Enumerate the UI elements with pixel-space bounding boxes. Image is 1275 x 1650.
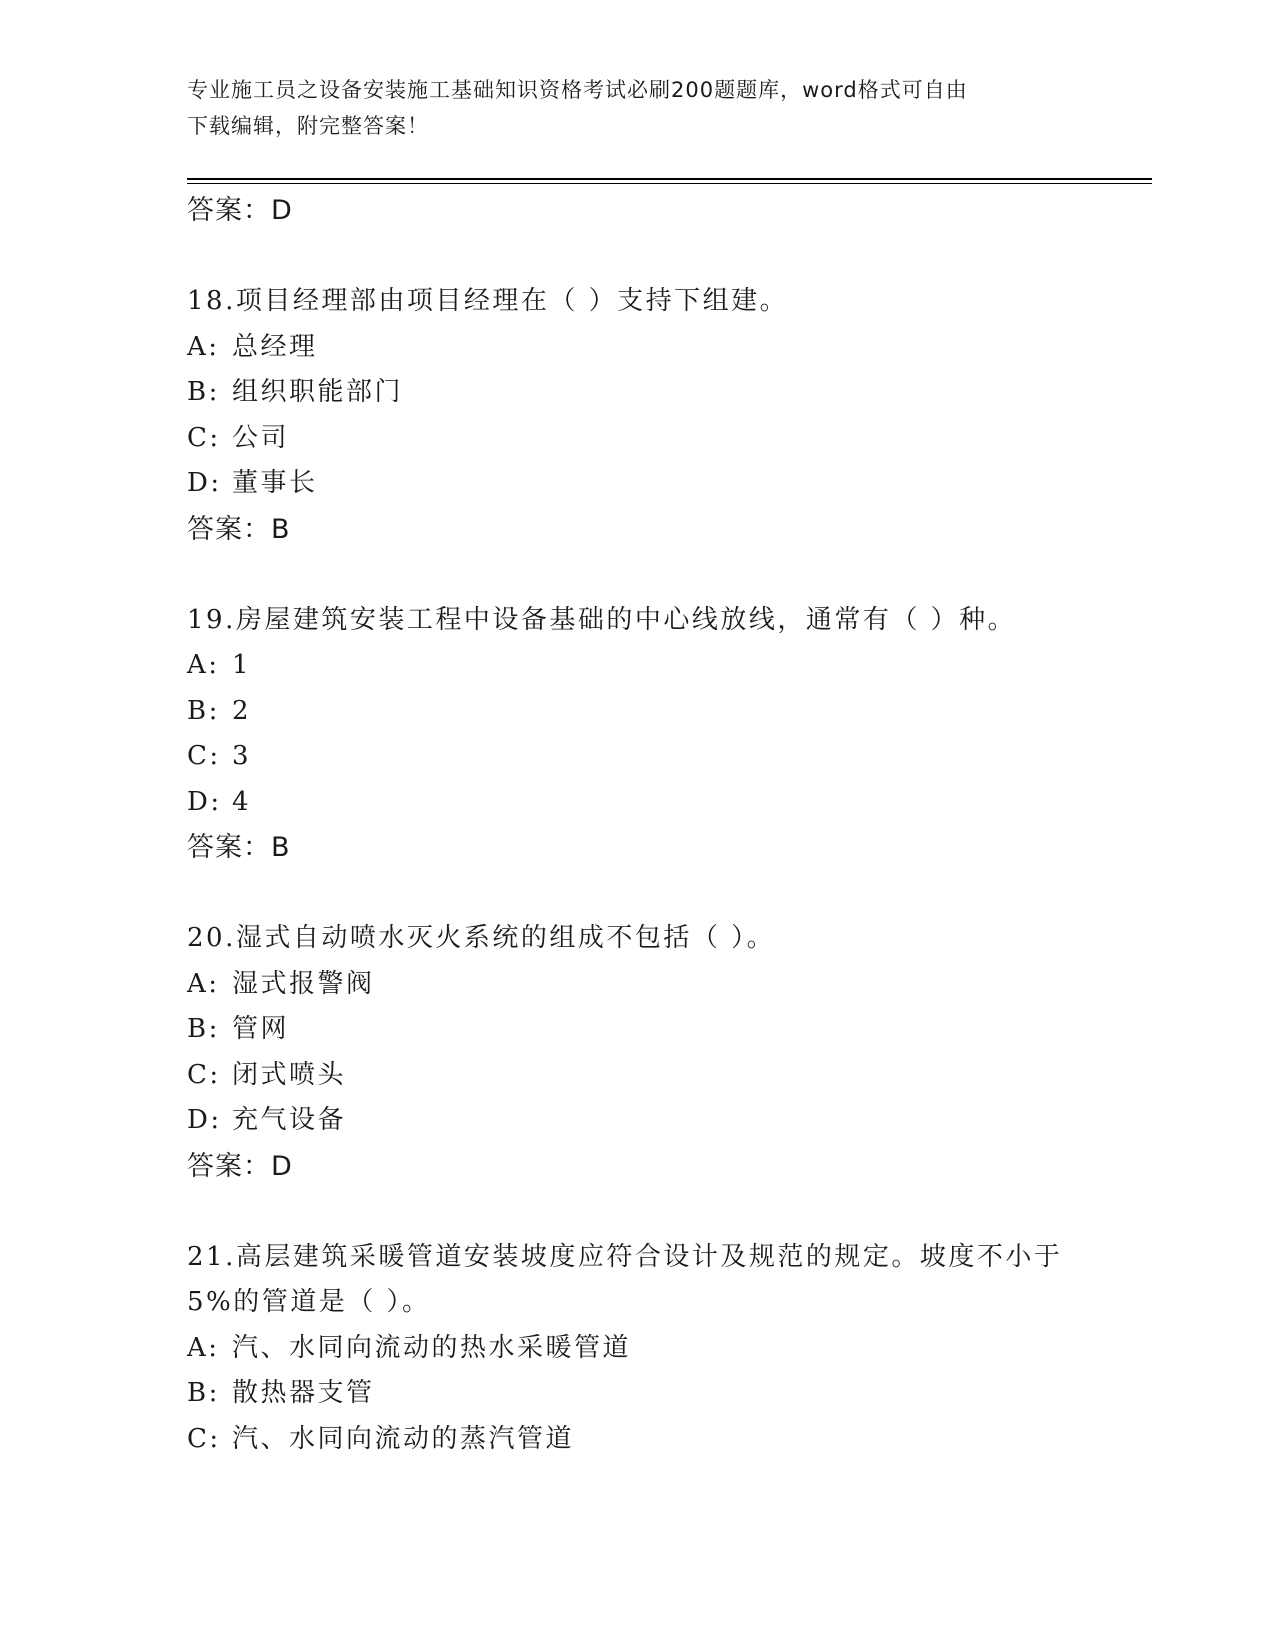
question-item [187, 1235, 1087, 1463]
option-text: 管网 [232, 1014, 290, 1044]
option-label: C: [187, 1059, 221, 1090]
question-item [187, 598, 1087, 871]
option-a [187, 643, 1087, 689]
option-label: A: [187, 1332, 220, 1363]
option-text: 汽、水同向流动的热水采暖管道 [232, 1332, 632, 1363]
option-text: 董事长 [232, 468, 318, 498]
option-text: 4 [232, 786, 252, 817]
option-text: 公司 [232, 422, 290, 453]
option-c [187, 1053, 1087, 1099]
question-text: 18.项目经理部由项目经理在（ ）支持下组建。 [187, 286, 789, 316]
option-label: D: [187, 468, 222, 498]
option-label: C: [187, 1423, 221, 1454]
option-text: 总经理 [232, 331, 318, 362]
question-text: 19.房屋建筑安装工程中设备基础的中心线放线，通常有（ ）种。 [187, 604, 1017, 635]
question-text-line-2: 5%的管道是（ ）。 [187, 1287, 431, 1317]
option-label: A: [187, 331, 220, 362]
option-text: 湿式报警阀 [232, 968, 375, 999]
option-a [187, 325, 1087, 371]
option-text: 组织职能部门 [232, 377, 404, 407]
option-text: 散热器支管 [232, 1378, 375, 1408]
question-item [187, 279, 1087, 552]
header-line-2: 下载编辑，附完整答案！ [187, 114, 429, 138]
option-label: C: [187, 422, 221, 453]
option-text: 汽、水同向流动的蒸汽管道 [232, 1423, 575, 1454]
option-label: D: [187, 786, 222, 817]
option-b [187, 689, 1087, 735]
answer-text: 答案：D [187, 1150, 293, 1182]
header-rule-thick [187, 178, 1152, 180]
option-b [187, 1371, 1087, 1417]
header-line-1: 专业施工员之设备安装施工基础知识资格考试必刷200题题库，word格式可自由 [187, 78, 968, 102]
option-label: D: [187, 1105, 222, 1135]
answer-text: 答案：B [187, 832, 291, 863]
option-text: 充气设备 [232, 1105, 347, 1135]
option-d [187, 780, 1087, 826]
option-a [187, 1326, 1087, 1372]
option-label: B: [187, 1378, 220, 1408]
option-label: B: [187, 1014, 220, 1044]
question-list [187, 188, 1087, 1462]
option-b [187, 370, 1087, 416]
document-header [187, 72, 1087, 144]
option-c [187, 734, 1087, 780]
option-label: B: [187, 695, 220, 726]
answer-text: 答案：B [187, 513, 291, 545]
option-d [187, 461, 1087, 507]
answer-text: 答案：D [187, 195, 293, 226]
option-a [187, 962, 1087, 1008]
option-label: A: [187, 650, 220, 680]
question-item [187, 916, 1087, 1189]
option-label: B: [187, 377, 220, 407]
option-text: 3 [232, 741, 252, 771]
question-text: 20.湿式自动喷水灭火系统的组成不包括（ ）。 [187, 923, 776, 953]
option-text: 2 [232, 695, 252, 726]
option-d [187, 1098, 1087, 1144]
question-text-line-1: 21.高层建筑采暖管道安装坡度应符合设计及规范的规定。坡度不小于 [187, 1241, 1063, 1272]
option-label: C: [187, 741, 221, 771]
option-label: A: [187, 968, 220, 999]
option-text: 闭式喷头 [232, 1059, 347, 1090]
option-b [187, 1007, 1087, 1053]
option-c [187, 416, 1087, 462]
option-c [187, 1417, 1087, 1463]
header-rule-thin [187, 183, 1152, 184]
option-text: 1 [232, 650, 252, 680]
